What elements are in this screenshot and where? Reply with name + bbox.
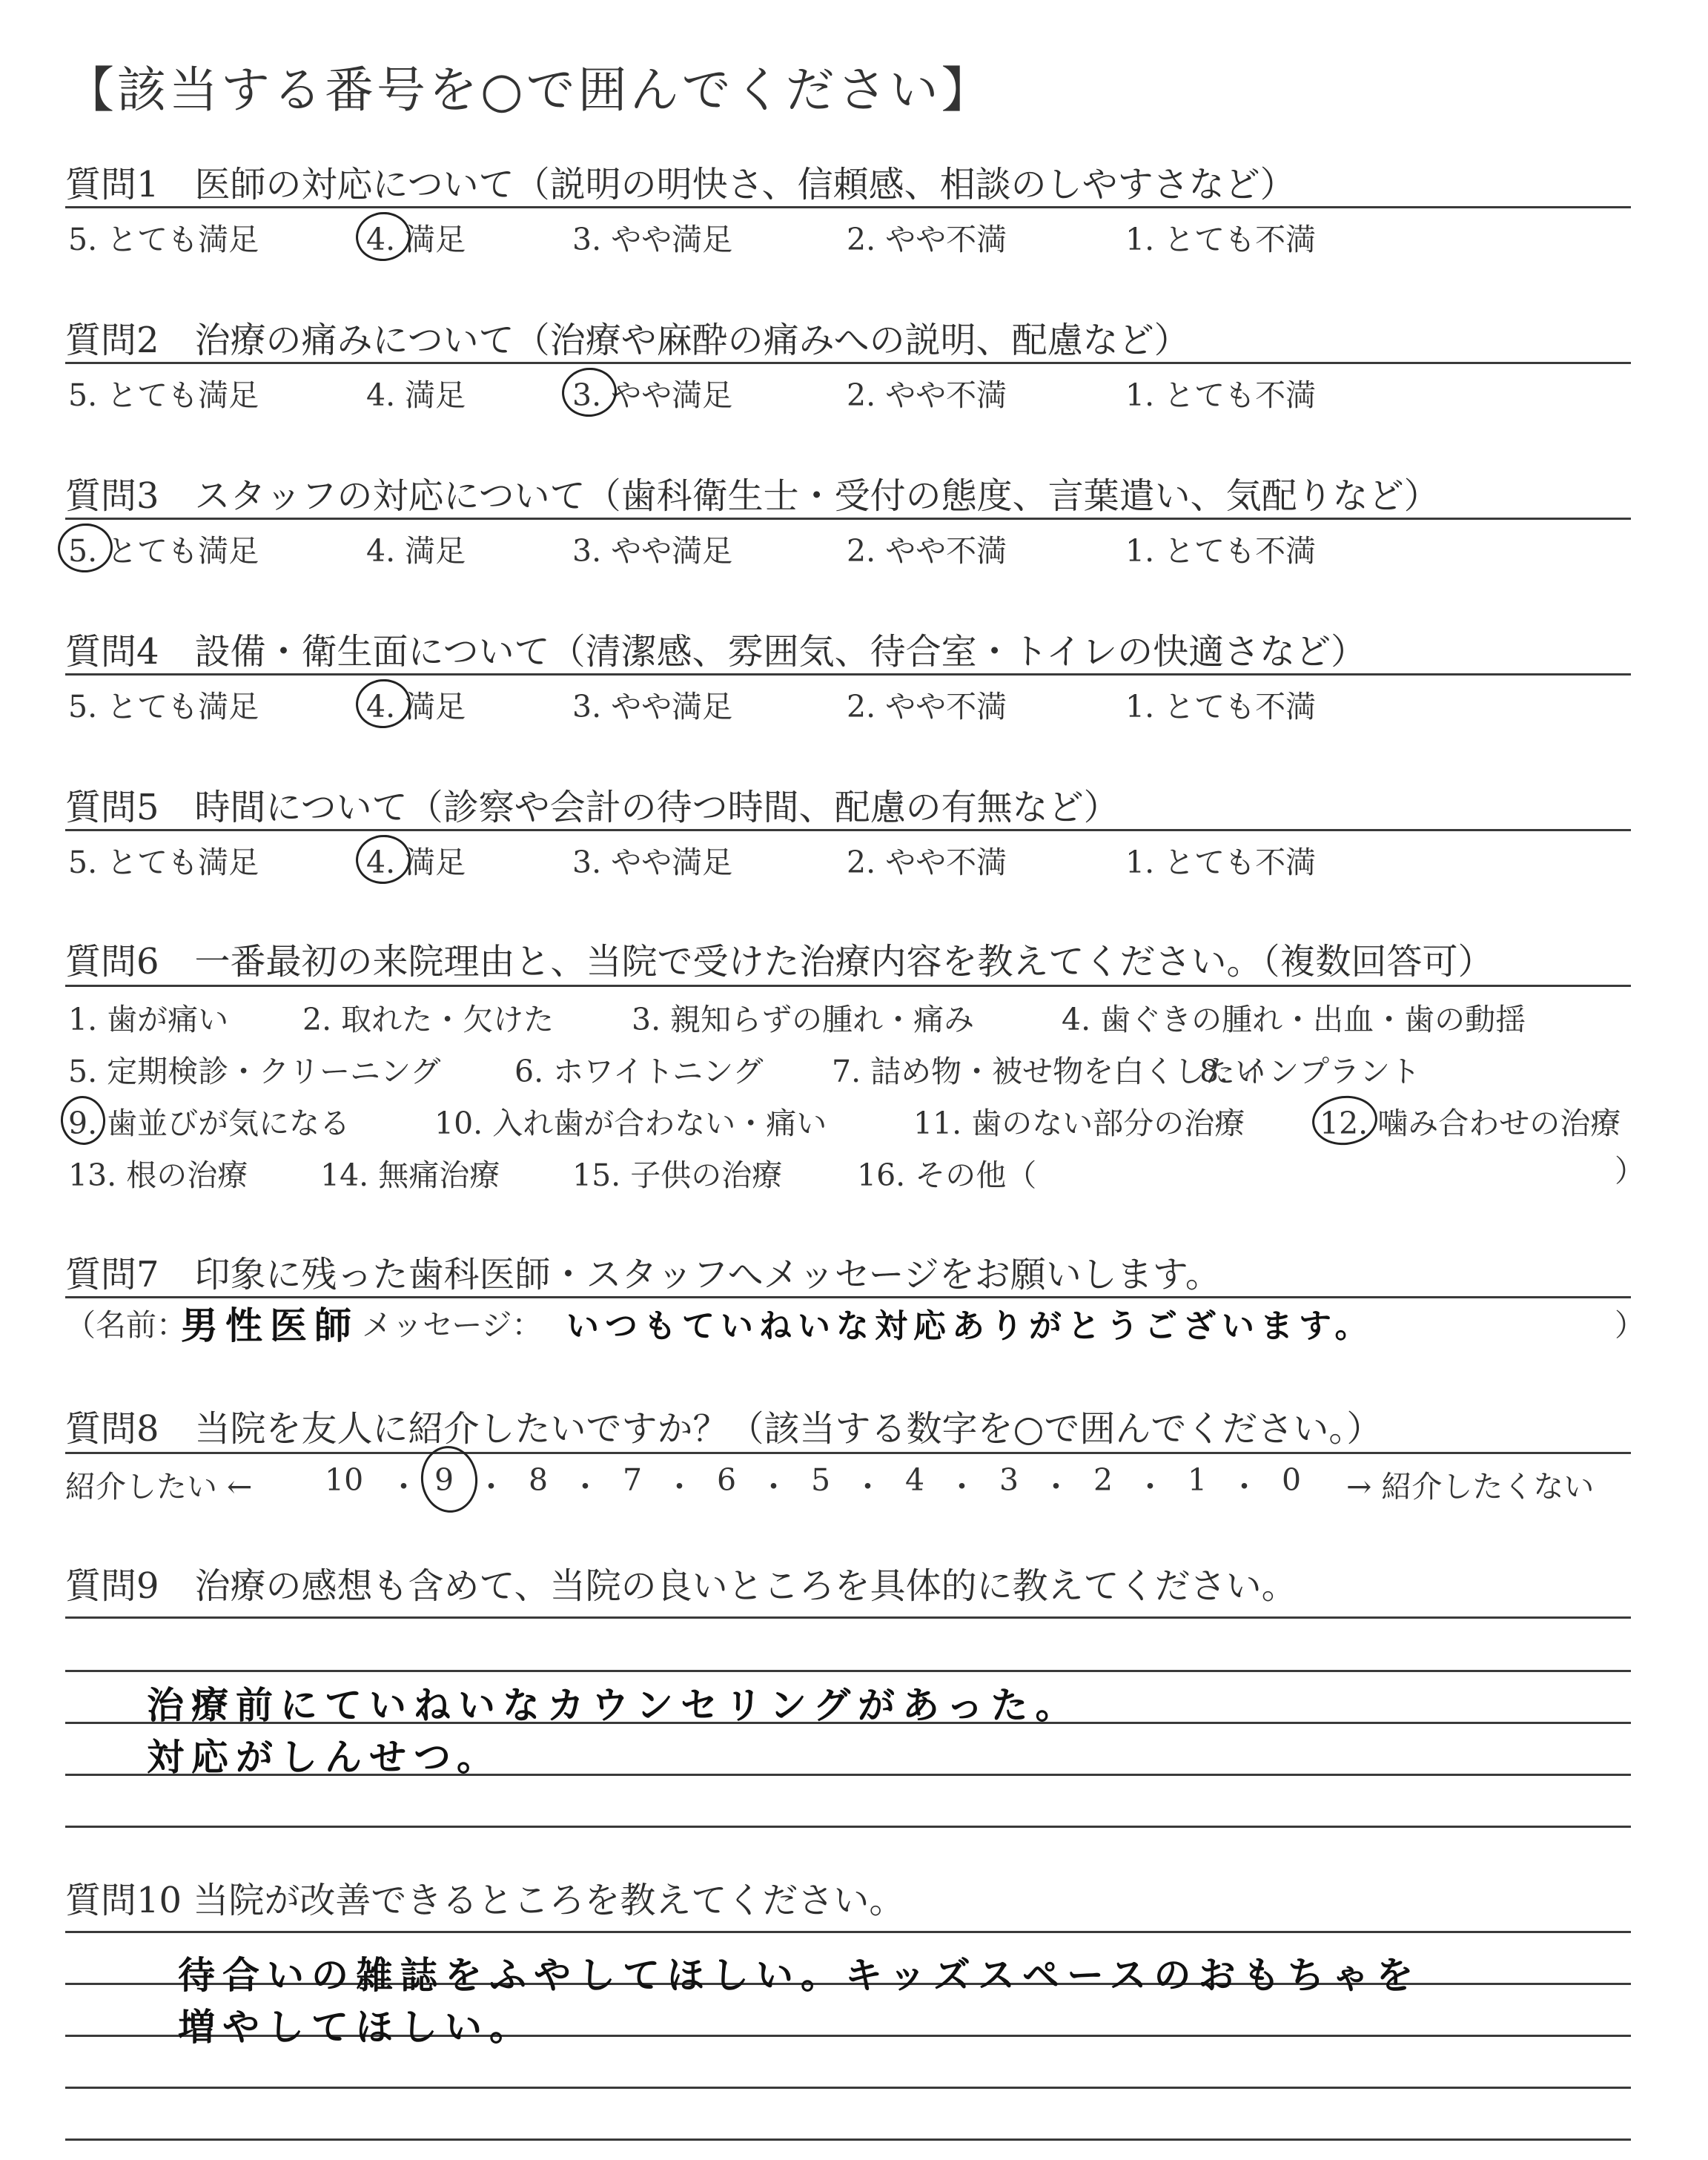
q4-option-3[interactable]: 3. やや満足 [572, 689, 733, 724]
q10-answer-line-2[interactable]: 増やしてほしい。 [178, 2006, 534, 2049]
q3-option-1[interactable]: 1. とても不満 [1125, 533, 1317, 569]
q8-scale-5[interactable]: 5 [811, 1462, 831, 1498]
q6-option-8[interactable]: 8. インプラント [1199, 1054, 1421, 1089]
q7-name-value[interactable]: 男性医師 [181, 1304, 359, 1347]
q8-scale-1[interactable]: 1 [1188, 1462, 1208, 1498]
q5-rule [65, 829, 1631, 831]
q1-rule [65, 206, 1631, 208]
q6-title: 質問6 一番最初の来院理由と、当院で受けた治療内容を教えてください。（複数回答可） [65, 941, 1494, 982]
q8-scale-10[interactable]: 10 [325, 1462, 364, 1498]
q9-answer-line-2[interactable]: 対応がしんせつ。 [147, 1736, 501, 1779]
q6-option-9[interactable]: 9. 歯並びが気になる [68, 1106, 351, 1141]
q8-scale-7[interactable]: 7 [623, 1462, 643, 1498]
q1-title: 質問1 医師の対応について（説明の明快さ、信頼感、相談のしやすさなど） [65, 164, 1296, 205]
q10-title: 質問10 当院が改善できるところを教えてください。 [65, 1880, 905, 1921]
q8-title: 質問8 当院を友人に紹介したいですか？（該当する数字を○で囲んでください。） [65, 1408, 1383, 1450]
q6-close-paren: ） [1615, 1153, 1645, 1189]
q8-separator: ・ [1229, 1469, 1260, 1505]
q4-option-2[interactable]: 2. やや不満 [847, 689, 1007, 724]
q7-close-paren: ） [1615, 1307, 1645, 1343]
q8-left-label: 紹介したい ← [65, 1469, 253, 1505]
q9-answer-rule [65, 1616, 1631, 1619]
q8-scale-0[interactable]: 0 [1282, 1462, 1302, 1498]
q6-option-6[interactable]: 6. ホワイトニング [514, 1054, 764, 1089]
q8-separator: ・ [476, 1469, 506, 1505]
q5-option-4[interactable]: 4. 満足 [366, 845, 466, 880]
q8-separator: ・ [947, 1469, 977, 1505]
q10-answer-rule [65, 2087, 1631, 2089]
q7-message-value[interactable]: いつもていねいな対応ありがとうございます。 [566, 1307, 1374, 1345]
q5-option-3[interactable]: 3. やや満足 [572, 845, 733, 880]
q6-option-13[interactable]: 13. 根の治療 [68, 1157, 248, 1193]
q10-answer-rule [65, 2138, 1631, 2141]
q6-option-3[interactable]: 3. 親知らずの腫れ・痛み [632, 1002, 975, 1037]
q3-option-4[interactable]: 4. 満足 [366, 533, 466, 569]
q6-option-1[interactable]: 1. 歯が痛い [68, 1002, 229, 1037]
q3-rule [65, 518, 1631, 520]
q6-option-2[interactable]: 2. 取れた・欠けた [302, 1002, 555, 1037]
q7-title: 質問7 印象に残った歯科医師・スタッフへメッセージをお願いします。 [65, 1254, 1221, 1295]
q8-scale-3[interactable]: 3 [999, 1462, 1019, 1498]
q8-scale-6[interactable]: 6 [717, 1462, 737, 1498]
q8-separator: ・ [570, 1469, 600, 1505]
q5-option-1[interactable]: 1. とても不満 [1125, 845, 1317, 880]
q6-rule [65, 985, 1631, 987]
q8-separator: ・ [664, 1469, 695, 1505]
q4-option-1[interactable]: 1. とても不満 [1125, 689, 1317, 724]
q6-option-7[interactable]: 7. 詰め物・被せ物を白くしたい [832, 1054, 1266, 1089]
q8-separator: ・ [758, 1469, 789, 1505]
q8-rule [65, 1452, 1631, 1454]
q2-option-2[interactable]: 2. やや不満 [847, 377, 1007, 413]
q5-option-2[interactable]: 2. やや不満 [847, 845, 1007, 880]
q10-answer-line-1[interactable]: 待合いの雑誌をふやしてほしい。キッズスペースのおもちゃを [178, 1954, 1421, 1997]
q8-scale-4[interactable]: 4 [905, 1462, 925, 1498]
form-title: 【該当する番号を○で囲んでください】 [65, 62, 993, 119]
q1-option-4[interactable]: 4. 満足 [366, 222, 466, 257]
q9-title: 質問9 治療の感想も含めて、当院の良いところを具体的に教えてください。 [65, 1565, 1297, 1607]
q4-option-5[interactable]: 5. とても満足 [68, 689, 259, 724]
q6-option-14[interactable]: 14. 無痛治療 [320, 1157, 500, 1193]
q9-answer-line-1[interactable]: 治療前にていねいなカウンセリングがあった。 [147, 1684, 1080, 1727]
q5-title: 質問5 時間について（診察や会計の待つ時間、配慮の有無など） [65, 787, 1119, 828]
q2-option-1[interactable]: 1. とても不満 [1125, 377, 1317, 413]
q8-scale-9[interactable]: 9 [434, 1462, 454, 1498]
q7-name-label: （名前： [65, 1307, 187, 1343]
q8-right-label: → 紹介したくない [1346, 1469, 1595, 1505]
q9-answer-rule [65, 1826, 1631, 1828]
q6-option-11[interactable]: 11. 歯のない部分の治療 [913, 1106, 1245, 1141]
q8-scale-2[interactable]: 2 [1093, 1462, 1113, 1498]
q4-title: 質問4 設備・衛生面について（清潔感、雰囲気、待合室・トイレの快適さなど） [65, 631, 1367, 673]
q3-option-3[interactable]: 3. やや満足 [572, 533, 733, 569]
q2-title: 質問2 治療の痛みについて（治療や麻酔の痛みへの説明、配慮など） [65, 320, 1190, 361]
q1-option-5[interactable]: 5. とても満足 [68, 222, 259, 257]
q6-option-10[interactable]: 10. 入れ歯が合わない・痛い [434, 1106, 827, 1141]
q6-option-4[interactable]: 4. 歯ぐきの腫れ・出血・歯の動揺 [1062, 1002, 1526, 1037]
q8-separator: ・ [1041, 1469, 1071, 1505]
q2-option-4[interactable]: 4. 満足 [366, 377, 466, 413]
q6-option-16[interactable]: 16. その他（ [857, 1157, 1037, 1193]
q8-separator: ・ [388, 1469, 419, 1505]
q6-option-12[interactable]: 12. 噛み合わせの治療 [1320, 1106, 1621, 1141]
q8-separator: ・ [1135, 1469, 1165, 1505]
q6-option-5[interactable]: 5. 定期検診・クリーニング [68, 1054, 441, 1089]
q1-option-3[interactable]: 3. やや満足 [572, 222, 733, 257]
q4-rule [65, 673, 1631, 676]
q3-option-5[interactable]: 5. とても満足 [68, 533, 259, 569]
q3-option-2[interactable]: 2. やや不満 [847, 533, 1007, 569]
q1-option-2[interactable]: 2. やや不満 [847, 222, 1007, 257]
q1-option-1[interactable]: 1. とても不満 [1125, 222, 1317, 257]
q2-option-3[interactable]: 3. やや満足 [572, 377, 733, 413]
q2-rule [65, 362, 1631, 364]
q7-message-label: メッセージ： [362, 1307, 543, 1343]
q5-option-5[interactable]: 5. とても満足 [68, 845, 259, 880]
q4-option-4[interactable]: 4. 満足 [366, 689, 466, 724]
q6-option-15[interactable]: 15. 子供の治療 [572, 1157, 783, 1193]
q8-separator: ・ [853, 1469, 883, 1505]
q10-answer-rule [65, 1931, 1631, 1933]
q8-scale-8[interactable]: 8 [529, 1462, 549, 1498]
q9-answer-rule [65, 1670, 1631, 1672]
q3-title: 質問3 スタッフの対応について（歯科衛生士・受付の態度、言葉遣い、気配りなど） [65, 475, 1440, 517]
q2-option-5[interactable]: 5. とても満足 [68, 377, 259, 413]
